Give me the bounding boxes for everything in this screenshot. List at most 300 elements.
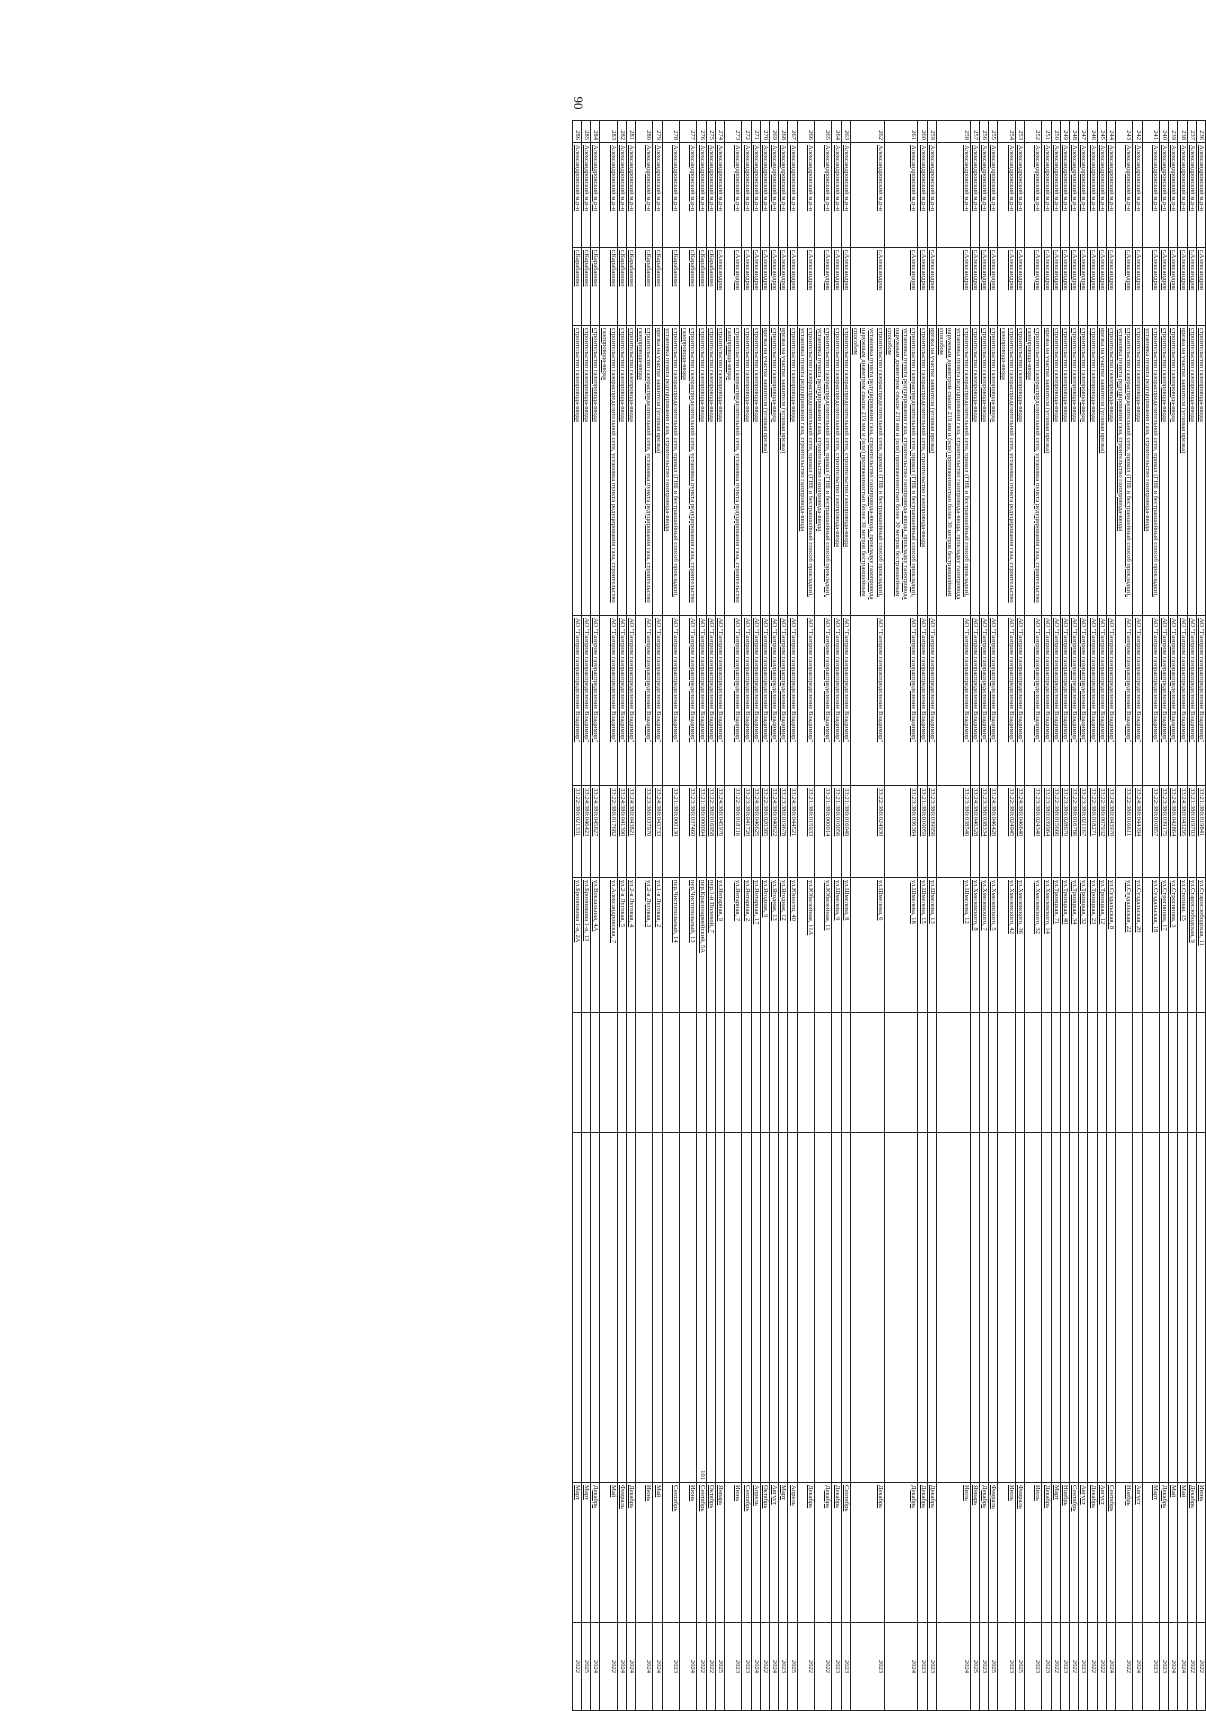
cell-work-type: врезка на участке заявителя (угловая врезка) bbox=[927, 326, 936, 616]
cell-extra-1 bbox=[1159, 1013, 1168, 1133]
cell-cadastral: 33:23:380:039175 bbox=[1159, 786, 1168, 878]
cell-work-type: строительство газопровода-ввода bbox=[1159, 326, 1168, 616]
cell-address: пер.Красноармейский, 5А bbox=[697, 878, 706, 1013]
cell-district: Александровский м.р-н bbox=[725, 143, 742, 248]
cell-extra-2 bbox=[581, 1133, 590, 1483]
table-row bbox=[797, 121, 814, 1711]
table-row bbox=[590, 121, 599, 1711]
cell-cadastral: 33:22:380:021331 bbox=[572, 786, 581, 878]
cell-address: ул.Шмелева, 18 bbox=[884, 878, 918, 1013]
cell-month: Декабрь bbox=[850, 1483, 884, 1623]
cell-extra-1 bbox=[742, 1013, 751, 1133]
cell-number: 243 bbox=[1115, 121, 1132, 143]
cell-owner: АО "Газпром газораспределение Владимир" bbox=[832, 616, 841, 786]
cell-year: 2022 bbox=[1187, 1623, 1196, 1711]
table-row bbox=[1106, 121, 1115, 1711]
cell-extra-2 bbox=[1088, 1133, 1097, 1483]
cell-work-type: строительство газопровода-ввода bbox=[989, 326, 998, 616]
table-row bbox=[779, 121, 788, 1711]
cell-extra-2 bbox=[680, 1133, 697, 1483]
cell-district: Александровский м.р-н bbox=[626, 143, 635, 248]
cell-address: ул.Шмелева, 15 bbox=[918, 878, 927, 1013]
table-row bbox=[815, 121, 832, 1711]
cell-extra-2 bbox=[572, 1133, 581, 1483]
cell-city: г.Александров bbox=[1142, 248, 1159, 326]
cell-work-type: строительство газопровода-ввода bbox=[1133, 326, 1142, 616]
cell-number: 271 bbox=[751, 121, 760, 143]
cell-year: 2023 bbox=[1060, 1623, 1069, 1711]
table-row bbox=[680, 121, 697, 1711]
cell-extra-2 bbox=[1196, 1133, 1205, 1483]
cell-district: Александровский м.р-н bbox=[918, 143, 927, 248]
cell-address: ул.Александровская, 7 bbox=[600, 878, 617, 1013]
cell-year: 2022 bbox=[815, 1623, 832, 1711]
cell-owner: АО "Газпром газораспределение Владимир" bbox=[998, 616, 1015, 786]
cell-year: 2024 bbox=[751, 1623, 760, 1711]
cell-owner: АО "Газпром газораспределение Владимир" bbox=[1024, 616, 1041, 786]
table-row bbox=[1024, 121, 1041, 1711]
cell-work-type: строительство газораспределительной сети, прокол (ГНБ и бестраншейный способ прокладки), установка пункта редуцирования газа, строительство газопровода-ввода, прокладку газопровода наружным диаметром свыше 219 мм и (или) протяженностью более 30 метров бестраншейным способом bbox=[884, 326, 918, 616]
cell-month: Март bbox=[779, 1483, 788, 1623]
cell-cadastral: 33:22:380:017682 bbox=[600, 786, 617, 878]
cell-address: ул.Суздальская, 18 bbox=[1142, 878, 1159, 1013]
cell-number: 257 bbox=[970, 121, 979, 143]
cell-address: пер.1-й Полевой, 7 bbox=[706, 878, 715, 1013]
cell-extra-2 bbox=[1097, 1133, 1106, 1483]
cell-year: 2024 bbox=[1178, 1623, 1187, 1711]
cell-month: Февраль bbox=[989, 1483, 998, 1623]
cell-year: 2023 bbox=[662, 1623, 679, 1711]
cell-address: ул.Шмелева, 6 bbox=[850, 878, 884, 1013]
cell-cadastral: 33:24:380:040622 bbox=[770, 786, 779, 878]
cell-extra-1 bbox=[1133, 1013, 1142, 1133]
cell-cadastral: 33:24:380:044394 bbox=[1133, 786, 1142, 878]
cell-number: 262 bbox=[850, 121, 884, 143]
cell-number: 261 bbox=[884, 121, 918, 143]
cell-year: 2024 bbox=[653, 1623, 662, 1711]
cell-work-type: строительство газопровода-ввода bbox=[617, 326, 626, 616]
cell-work-type: строительство газопровода-ввода bbox=[1051, 326, 1060, 616]
table-row bbox=[572, 121, 581, 1711]
table-row bbox=[1088, 121, 1097, 1711]
cell-owner: АО "Газпром газораспределение Владимир" bbox=[1060, 616, 1069, 786]
cell-extra-2 bbox=[636, 1133, 653, 1483]
cell-cadastral: 33:22:380:018271 bbox=[1088, 786, 1097, 878]
cell-cadastral: 33:21:380:019703 bbox=[1187, 786, 1196, 878]
cell-city: г.Александров bbox=[1106, 248, 1115, 326]
cell-district: Александровский м.р-н bbox=[581, 143, 590, 248]
cell-district: Александровский м.р-н bbox=[742, 143, 751, 248]
cell-extra-1 bbox=[918, 1013, 927, 1133]
cell-city: г.Александров bbox=[1088, 248, 1097, 326]
cell-number: 272 bbox=[742, 121, 751, 143]
cell-cadastral: 33:23:380:039964 bbox=[1042, 786, 1051, 878]
cell-extra-1 bbox=[1060, 1013, 1069, 1133]
cell-year: 2024 bbox=[1106, 1623, 1115, 1711]
cell-address: ул.Шмелева, 8 bbox=[841, 878, 850, 1013]
cell-district: Александровский м.р-н bbox=[1042, 143, 1051, 248]
cell-year: 2024 bbox=[884, 1623, 918, 1711]
cell-address: ул.Ягодная, 13 bbox=[770, 878, 779, 1013]
cell-extra-1 bbox=[581, 1013, 590, 1133]
cell-address: пер.Чистопольный, 14 bbox=[662, 878, 679, 1013]
cell-extra-2 bbox=[742, 1133, 751, 1483]
cell-cadastral: 33:23:380:041720 bbox=[742, 786, 751, 878]
cell-number: 263 bbox=[841, 121, 850, 143]
cell-cadastral: 33:22:380:018116 bbox=[725, 786, 742, 878]
cell-owner: АО "Газпром газораспределение Владимир" bbox=[697, 616, 706, 786]
cell-address: ул.2-я Луговая, 5 bbox=[617, 878, 626, 1013]
cell-year: 2024 bbox=[590, 1623, 599, 1711]
cell-city: г.Александров bbox=[1097, 248, 1106, 326]
cell-address: ул.Ягодная, 12 bbox=[779, 878, 788, 1013]
cell-extra-2 bbox=[1042, 1133, 1051, 1483]
cell-address: ул.Хмелевского, 42 bbox=[998, 878, 1015, 1013]
cell-owner: АО "Газпром газораспределение Владимир" bbox=[742, 616, 751, 786]
cell-number: 253 bbox=[1015, 121, 1024, 143]
cell-cadastral: 33:21:380:000094 bbox=[697, 786, 706, 878]
cell-city: г.Александров bbox=[1015, 248, 1024, 326]
cell-month: Декабрь bbox=[979, 1483, 988, 1623]
cell-work-type: строительство газопровода-ввода bbox=[770, 326, 779, 616]
cell-month: Декабрь bbox=[1159, 1483, 1168, 1623]
cell-district: Александровский м.р-н bbox=[970, 143, 979, 248]
cell-month: Декабрь bbox=[832, 1483, 841, 1623]
cell-extra-2 bbox=[1051, 1133, 1060, 1483]
cell-city: г.Александров bbox=[989, 248, 998, 326]
cell-city: г.Александров bbox=[884, 248, 918, 326]
cell-owner: АО "Газпром газораспределение Владимир" bbox=[770, 616, 779, 786]
cell-city: г.Александров bbox=[1196, 248, 1205, 326]
cell-owner: АО "Газпром газораспределение Владимир" bbox=[936, 616, 970, 786]
cell-extra-1 bbox=[1169, 1013, 1178, 1133]
cell-city: г.Александров bbox=[1051, 248, 1060, 326]
table-row bbox=[1178, 121, 1187, 1711]
cell-city: г.Карабаново bbox=[636, 248, 653, 326]
cell-extra-1 bbox=[706, 1013, 715, 1133]
cell-number: 248 bbox=[1069, 121, 1078, 143]
cell-city: г.Александров bbox=[1178, 248, 1187, 326]
cell-number: 266 bbox=[797, 121, 814, 143]
cell-district: Александровский м.р-н bbox=[1097, 143, 1106, 248]
cell-cadastral: 33:24:380:046625 bbox=[751, 786, 760, 878]
cell-district: Александровский м.р-н bbox=[653, 143, 662, 248]
cell-cadastral: 33:23:380:039956 bbox=[927, 786, 936, 878]
table-row bbox=[1097, 121, 1106, 1711]
cell-work-type: строительство газораспределительной сети, прокол (ГНБ и бестраншейный способ прокладки), установка пункта редуцирования газа, строительство газопровода-ввода, прокладку газопровода наружным диаметром свыше 219 мм и (или) протяженностью более 30 метров бестраншейным способом bbox=[936, 326, 970, 616]
cell-number: 275 bbox=[706, 121, 715, 143]
table-row bbox=[581, 121, 590, 1711]
cell-district: Александровский м.р-н bbox=[1115, 143, 1132, 248]
cell-extra-1 bbox=[1069, 1013, 1078, 1133]
cell-address: ул.Янтарная, 2 bbox=[742, 878, 751, 1013]
cell-number: 277 bbox=[680, 121, 697, 143]
cell-work-type: врезка на участке заявителя (угловая врезка) bbox=[1097, 326, 1106, 616]
cell-address: ул.Юбилейная, 11А bbox=[797, 878, 814, 1013]
cell-month: Июнь bbox=[725, 1483, 742, 1623]
cell-extra-1 bbox=[1097, 1013, 1106, 1133]
cell-address: ул.Шмелева, 9 bbox=[832, 878, 841, 1013]
cell-year: 2023 bbox=[841, 1623, 850, 1711]
cell-extra-2 bbox=[617, 1133, 626, 1483]
cell-cadastral: 33:22:380:024930 bbox=[850, 786, 884, 878]
cell-address: ул.Суздальская, 22 bbox=[1115, 878, 1132, 1013]
cell-city: г.Александров bbox=[797, 248, 814, 326]
cell-number: 238 bbox=[1178, 121, 1187, 143]
cell-number: 239 bbox=[1169, 121, 1178, 143]
cell-address: ул.Хмелевского, 5 bbox=[989, 878, 998, 1013]
table-row bbox=[626, 121, 635, 1711]
cell-month: Май bbox=[1178, 1483, 1187, 1623]
cell-extra-2 bbox=[590, 1133, 599, 1483]
table-row bbox=[832, 121, 841, 1711]
cell-owner: АО "Газпром газораспределение Владимир" bbox=[581, 616, 590, 786]
cell-cadastral: 33:24:380:042864 bbox=[1169, 786, 1178, 878]
cell-extra-1 bbox=[626, 1013, 635, 1133]
cell-year: 2025 bbox=[788, 1623, 797, 1711]
cell-month: Апрель bbox=[788, 1483, 797, 1623]
cell-month: Декабрь bbox=[1187, 1483, 1196, 1623]
cell-address: ул.Шмелева, 13 bbox=[927, 878, 936, 1013]
cell-month: Сентябрь bbox=[662, 1483, 679, 1623]
cell-month: Декабрь bbox=[626, 1483, 635, 1623]
cell-year: 2022 bbox=[797, 1623, 814, 1711]
cell-extra-1 bbox=[653, 1013, 662, 1133]
cell-work-type: строительство газопровода-ввода bbox=[970, 326, 979, 616]
cell-address: ул.Бронникова 1-я, 13 bbox=[581, 878, 590, 1013]
cell-address: ул.Троицкая, 71 bbox=[1051, 878, 1060, 1013]
cell-extra-2 bbox=[626, 1133, 635, 1483]
cell-month: Июнь bbox=[680, 1483, 697, 1623]
cell-cadastral: 33:23:380:038540 bbox=[936, 786, 970, 878]
cell-extra-2 bbox=[725, 1133, 742, 1483]
cell-city: г.Карабаново bbox=[590, 248, 599, 326]
cell-district: Александровский м.р-н bbox=[617, 143, 626, 248]
cell-city: г.Карабаново bbox=[653, 248, 662, 326]
cell-cadastral: 33:22:380:020385 bbox=[760, 786, 769, 878]
cell-number: 237 bbox=[1187, 121, 1196, 143]
cell-district: Александровский м.р-н bbox=[788, 143, 797, 248]
cell-address: ул.Вокзальная, 4А bbox=[590, 878, 599, 1013]
cell-extra-2 bbox=[936, 1133, 970, 1483]
table-row bbox=[715, 121, 724, 1711]
cell-extra-2 bbox=[1178, 1133, 1187, 1483]
cell-cadastral: 33:24:380:043821 bbox=[626, 786, 635, 878]
cell-district: Александровский м.р-н bbox=[706, 143, 715, 248]
cell-work-type: строительство газораспределительной сети, прокол (ГНБ и бестраншейный способ прокладки), установка пункта редуцирования газа, строительство газопровода-ввода, прокладку газопровода наружным диаметром свыше 219 мм и (или) протяженностью более 30 метров бестраншейным способом bbox=[850, 326, 884, 616]
cell-owner: АО "Газпром газораспределение Владимир" bbox=[1015, 616, 1024, 786]
cell-city: г.Карабаново bbox=[617, 248, 626, 326]
cell-cadastral: 33:23:380:036384 bbox=[884, 786, 918, 878]
page-number: 90 bbox=[571, 96, 586, 110]
cell-cadastral: 33:24:380:041390 bbox=[617, 786, 626, 878]
cell-month: Июль bbox=[1024, 1483, 1041, 1623]
cell-city: г.Александров bbox=[918, 248, 927, 326]
cell-year: 2023 bbox=[832, 1623, 841, 1711]
cell-extra-1 bbox=[850, 1013, 884, 1133]
cell-district: Александровский м.р-н bbox=[1196, 143, 1205, 248]
cell-cadastral: 33:23:380:024340 bbox=[1024, 786, 1041, 878]
cell-extra-1 bbox=[788, 1013, 797, 1133]
cell-owner: АО "Газпром газораспределение Владимир" bbox=[626, 616, 635, 786]
cell-extra-1 bbox=[1079, 1013, 1088, 1133]
cell-year: 2024 bbox=[617, 1623, 626, 1711]
cell-number: 268 bbox=[779, 121, 788, 143]
cell-extra-1 bbox=[680, 1013, 697, 1133]
cell-year: 2022 bbox=[572, 1623, 581, 1711]
cell-cadastral: 33:22:380:024945 bbox=[998, 786, 1015, 878]
cell-number: 274 bbox=[715, 121, 724, 143]
cell-month: Март bbox=[581, 1483, 590, 1623]
cell-year: 2023 bbox=[979, 1623, 988, 1711]
cell-district: Александровский м.р-н bbox=[1079, 143, 1088, 248]
cell-month: Июнь bbox=[1196, 1483, 1205, 1623]
cell-address: ул.Троицкая, 32 bbox=[1079, 878, 1088, 1013]
table-row bbox=[636, 121, 653, 1711]
cell-city: г.Александров bbox=[1069, 248, 1078, 326]
cell-district: Александровский м.р-н bbox=[936, 143, 970, 248]
cell-year: 2022 bbox=[706, 1623, 715, 1711]
cell-extra-2 bbox=[1159, 1133, 1168, 1483]
cell-year: 2023 bbox=[742, 1623, 751, 1711]
cell-work-type: строительство газораспределительной сети, установка пункта редуцирования газа, строительство газопровода-ввода bbox=[725, 326, 742, 616]
cell-year: 2022 bbox=[1088, 1623, 1097, 1711]
cell-district: Александровский м.р-н bbox=[636, 143, 653, 248]
cell-month: Декабрь bbox=[590, 1483, 599, 1623]
cell-city: г.Александров bbox=[751, 248, 760, 326]
table-row bbox=[1115, 121, 1132, 1711]
cell-district: Александровский м.р-н bbox=[572, 143, 581, 248]
cell-month: Январь bbox=[715, 1483, 724, 1623]
cell-owner: АО "Газпром газораспределение Владимир" bbox=[680, 616, 697, 786]
cell-month: Сентябрь bbox=[1069, 1483, 1078, 1623]
cell-extra-2 bbox=[779, 1133, 788, 1483]
cell-extra-2 bbox=[760, 1133, 769, 1483]
cell-month: Май bbox=[600, 1483, 617, 1623]
cell-year: 2023 bbox=[779, 1623, 788, 1711]
cell-work-type: строительство газопровода-ввода bbox=[1106, 326, 1115, 616]
cell-month: Сентябрь bbox=[742, 1483, 751, 1623]
cell-cadastral: 33:23:380:021167 bbox=[1079, 786, 1088, 878]
cell-address: ул.Янтарная, 9 bbox=[715, 878, 724, 1013]
cell-extra-2 bbox=[715, 1133, 724, 1483]
cell-district: Александровский м.р-н bbox=[600, 143, 617, 248]
cell-city: г.Александров bbox=[1115, 248, 1132, 326]
table-row bbox=[979, 121, 988, 1711]
cell-year: 2023 bbox=[998, 1623, 1015, 1711]
cell-cadastral: 33:24:380:045976 bbox=[715, 786, 724, 878]
cell-address: ул.Хмелевского, 14 bbox=[1042, 878, 1051, 1013]
cell-address: ул.Троицкая, 23 bbox=[1088, 878, 1097, 1013]
cell-owner: АО "Газпром газораспределение Владимир" bbox=[1187, 616, 1196, 786]
cell-cadastral: 33:24:380:043295 bbox=[1178, 786, 1187, 878]
cell-work-type: строительство газораспределительной сети, строительство газопровода-ввода bbox=[841, 326, 850, 616]
cell-district: Александровский м.р-н bbox=[815, 143, 832, 248]
table-row bbox=[617, 121, 626, 1711]
cell-city: г.Карабаново bbox=[697, 248, 706, 326]
cell-city: г.Карабаново bbox=[626, 248, 635, 326]
cell-district: Александровский м.р-н bbox=[1159, 143, 1168, 248]
cell-year: 2024 bbox=[680, 1623, 697, 1711]
cell-cadastral: 33:24:380:043733 bbox=[653, 786, 662, 878]
cell-number: 279 bbox=[653, 121, 662, 143]
table-row bbox=[1169, 121, 1178, 1711]
cell-owner: АО "Газпром газораспределение Владимир" bbox=[1115, 616, 1132, 786]
cell-district: Александровский м.р-н bbox=[841, 143, 850, 248]
cell-number: 281 bbox=[626, 121, 635, 143]
cell-owner: АО "Газпром газораспределение Владимир" bbox=[706, 616, 715, 786]
cell-city: г.Александров bbox=[936, 248, 970, 326]
cell-year: 2025 bbox=[970, 1623, 979, 1711]
cell-city: г.Карабаново bbox=[600, 248, 617, 326]
cell-address: ул.2-я Луговая, 3 bbox=[636, 878, 653, 1013]
cell-city: г.Александров bbox=[832, 248, 841, 326]
cell-city: г.Александров bbox=[841, 248, 850, 326]
cell-owner: АО "Газпром газораспределение Владимир" bbox=[1051, 616, 1060, 786]
cell-extra-1 bbox=[989, 1013, 998, 1133]
cell-month: Декабрь bbox=[797, 1483, 814, 1623]
cell-work-type: строительство газопровода-ввода bbox=[697, 326, 706, 616]
cell-work-type: строительство газопровода-ввода bbox=[715, 326, 724, 616]
cell-district: Александровский м.р-н bbox=[1088, 143, 1097, 248]
cell-extra-2 bbox=[979, 1133, 988, 1483]
cell-month: Декабрь bbox=[1042, 1483, 1051, 1623]
cell-address: ул.Янтарная, 17 bbox=[751, 878, 760, 1013]
cell-address: ул.Строгинова, 17 bbox=[1159, 878, 1168, 1013]
cell-number: 255 bbox=[989, 121, 998, 143]
table-row bbox=[697, 121, 706, 1711]
cell-extra-2: 101 bbox=[697, 1133, 706, 1483]
cell-extra-1 bbox=[779, 1013, 788, 1133]
cell-year: 2023 bbox=[1159, 1623, 1168, 1711]
cell-owner: АО "Газпром газораспределение Владимир" bbox=[970, 616, 979, 786]
cell-year: 2025 bbox=[989, 1623, 998, 1711]
cell-month: Март bbox=[1142, 1483, 1159, 1623]
cell-cadastral: 33:24:380:043970 bbox=[1106, 786, 1115, 878]
cell-extra-2 bbox=[797, 1133, 814, 1483]
cell-cadastral: 33:21:380:016049 bbox=[841, 786, 850, 878]
cell-owner: АО "Газпром газораспределение Владимир" bbox=[1106, 616, 1115, 786]
cell-work-type: строительство газопровода-ввода bbox=[581, 326, 590, 616]
cell-cadastral: 33:24:380:046423 bbox=[581, 786, 590, 878]
cell-city: г.Карабаново bbox=[706, 248, 715, 326]
cell-number: 246 bbox=[1088, 121, 1097, 143]
cell-owner: АО "Газпром газораспределение Владимир" bbox=[1042, 616, 1051, 786]
cell-month: Март bbox=[1051, 1483, 1060, 1623]
cell-work-type: строительство газораспределительной сети, установка пункта редуцирования газа, строительство газопровода-ввода bbox=[600, 326, 617, 616]
cell-owner: АО "Газпром газораспределение Владимир" bbox=[779, 616, 788, 786]
cell-extra-2 bbox=[751, 1133, 760, 1483]
cell-extra-2 bbox=[600, 1133, 617, 1483]
table-row bbox=[1142, 121, 1159, 1711]
cell-city: г.Александров bbox=[1187, 248, 1196, 326]
table-row bbox=[770, 121, 779, 1711]
cell-work-type: строительство газораспределительной сети, строительство газопровода-ввода bbox=[918, 326, 927, 616]
cell-extra-1 bbox=[760, 1013, 769, 1133]
cell-district: Александровский м.р-н bbox=[1051, 143, 1060, 248]
cell-number: 269 bbox=[770, 121, 779, 143]
cell-month: Август bbox=[1133, 1483, 1142, 1623]
cell-owner: АО "Газпром газораспределение Владимир" bbox=[760, 616, 769, 786]
cell-number: 252 bbox=[1024, 121, 1041, 143]
cell-work-type: строительство газопровода-ввода bbox=[706, 326, 715, 616]
rotated-table-container bbox=[156, 120, 1206, 1710]
cell-year: 2024 bbox=[936, 1623, 970, 1711]
cell-work-type: строительство газораспределительной сети, установка пункта редуцирования газа, строительство газопровода-ввода bbox=[636, 326, 653, 616]
cell-extra-1 bbox=[936, 1013, 970, 1133]
cell-owner: АО "Газпром газораспределение Владимир" bbox=[979, 616, 988, 786]
cell-year: 2022 bbox=[697, 1623, 706, 1711]
